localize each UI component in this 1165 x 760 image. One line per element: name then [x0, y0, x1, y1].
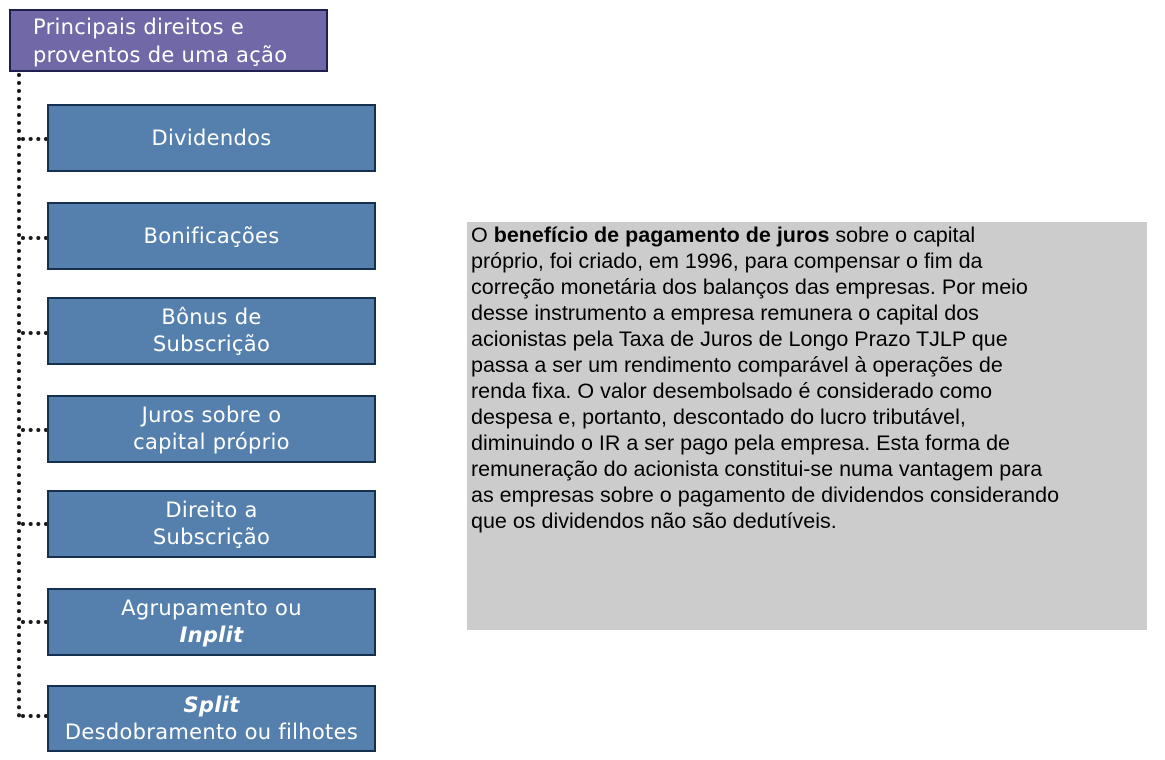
root-label-line2: proventos de uma ação	[33, 43, 288, 67]
note-line-2: próprio, foi criado, em 1996, para compensar o fim da	[471, 249, 983, 273]
node-label-line2: Subscrição	[152, 525, 271, 549]
connector-branch-bonus-subscricao	[21, 331, 48, 335]
node-label-line1: Agrupamento ou	[121, 596, 302, 620]
node-juros-capital	[47, 395, 376, 463]
note-lead: O	[471, 223, 494, 247]
node-dividendos	[47, 104, 376, 172]
node-label-line1: Split	[183, 692, 240, 717]
node-bonificacoes	[47, 202, 376, 270]
root-node	[9, 9, 328, 72]
node-label-line2: Subscrição	[152, 332, 271, 356]
note-bold-phrase: benefício de pagamento de juros	[493, 223, 830, 247]
info-note	[467, 222, 1147, 630]
note-line-12: que os dividendos não são dedutíveis.	[471, 509, 837, 533]
node-label-line2: Inplit	[179, 623, 244, 647]
node-label-line2: Desdobramento ou filhotes	[64, 719, 359, 744]
connector-branch-split	[21, 714, 48, 718]
node-agrupamento	[47, 588, 376, 656]
note-line-9: diminuindo o IR a ser pago pela empresa. Esta forma de	[471, 431, 1010, 455]
node-label-line1: Juros sobre o	[141, 403, 282, 427]
note-line-10: remuneração do acionista constitui-se numa vantagem para	[471, 457, 1043, 481]
note-line-5: acionistas pela Taxa de Juros de Longo Prazo TJLP que	[471, 327, 1008, 351]
node-label: Dividendos	[151, 125, 272, 150]
root-label-line1: Principais direitos e	[33, 15, 245, 39]
note-line-1-rest: sobre o capital	[829, 223, 976, 247]
node-label-line1: Direito a	[165, 498, 258, 522]
note-line-3: correção monetária dos balanços das empresas. Por meio	[471, 275, 1028, 299]
node-split	[47, 685, 376, 752]
node-label: Bonificações	[143, 223, 280, 248]
connector-branch-bonificacoes	[21, 236, 48, 240]
note-line-11: as empresas sobre o pagamento de dividendos considerando	[471, 483, 1060, 507]
connector-branch-juros-capital	[21, 428, 48, 432]
node-label-line1: Bônus de	[161, 305, 262, 329]
connector-branch-agrupamento	[21, 620, 48, 624]
note-line-8: despesa e, portanto, descontado do lucro tributável,	[471, 405, 966, 429]
note-line-1	[471, 222, 1147, 248]
node-bonus-subscricao	[47, 297, 376, 365]
connector-branch-direito-subscricao	[21, 522, 48, 526]
node-direito-subscricao	[47, 490, 376, 558]
note-line-6: passa a ser um rendimento comparável à operações de	[471, 353, 1003, 377]
node-label-line2: capital próprio	[133, 430, 290, 454]
note-line-4: desse instrumento a empresa remunera o capital dos	[471, 301, 979, 325]
connector-branch-dividendos	[21, 137, 48, 141]
note-line-7: renda fixa. O valor desembolsado é considerado como	[471, 379, 993, 403]
